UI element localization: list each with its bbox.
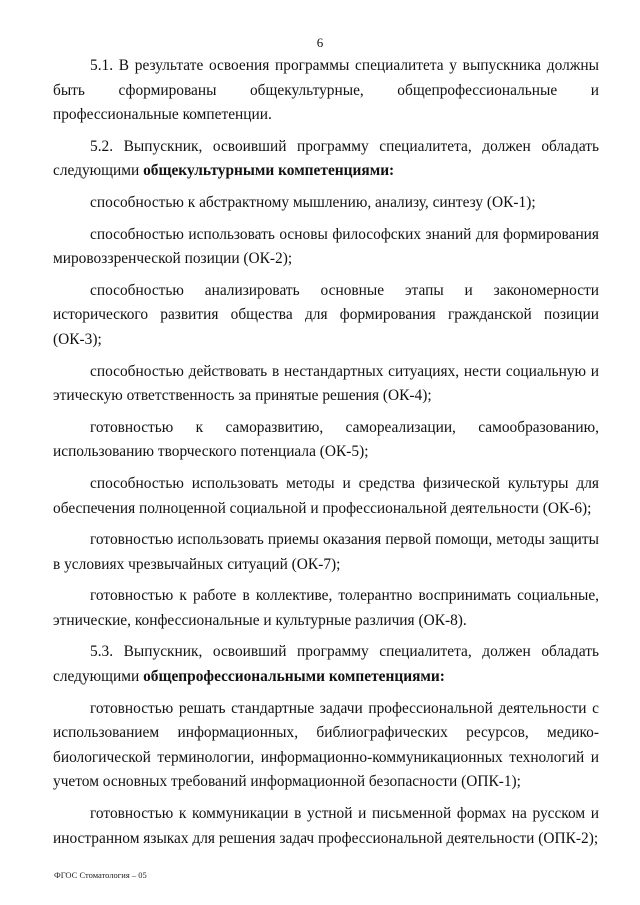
ok-item: способностью использовать основы философских знаний для формирования мировоззренческой позиции (ОК-2); (53, 225, 599, 268)
paragraph-5-1: 5.1. В результате освоения программы специалитета у выпускника должны быть сформированы общекультурные, общепрофессиональные и профессиональные компетенции. (53, 57, 599, 124)
paragraph-5-3-bold: общепрофессиональными компетенциями: (143, 668, 445, 686)
paragraph-5-2-bold: общекультурными компетенциями: (143, 162, 395, 180)
ok-item: готовностью к работе в коллективе, толерантно воспринимать социальные, этнические, конфессиональные и культурные различия (ОК-8). (53, 587, 599, 629)
ok-item: способностью к абстрактному мышлению, анализу, синтезу (ОК-1); (90, 193, 536, 211)
ok-item: готовностью к саморазвитию, самореализации, самообразованию, использованию творческого потенциала (ОК-5); (53, 418, 599, 461)
paragraph-5-2 (53, 135, 599, 184)
page-number: 6 (316, 35, 324, 50)
paragraph-5-2-text: 5.2. Выпускник, освоивший программу специалитета, должен обладать следующими (53, 137, 599, 180)
paragraph-5-3 (53, 640, 599, 689)
ok-item: способностью использовать методы и средства физической культуры для обеспечения полноценной социальной и профессиональной деятельности (ОК-6); (53, 474, 599, 517)
ok-item: способностью действовать в нестандартных ситуациях, нести социальную и этическую ответственность за принятые решения (ОК-4); (53, 362, 599, 405)
document-body (53, 54, 599, 851)
opk-item: готовностью к коммуникации в устной и письменной формах на русском и иностранном языках для решения задач профессиональной деятельности (ОПК-2); (53, 805, 599, 847)
document-footer: ФГОС Стоматология – 05 (54, 870, 147, 880)
ok-item: способностью анализировать основные этапы и закономерности исторического развития общества для формирования гражданской позиции (ОК-3); (53, 281, 599, 348)
ok-item: готовностью использовать приемы оказания первой помощи, методы защиты в условиях чрезвычайных ситуаций (ОК-7); (53, 531, 599, 573)
paragraph-5-3-text: 5.3. Выпускник, освоивший программу специалитета, должен обладать следующими (53, 643, 599, 686)
opk-item: готовностью решать стандартные задачи профессиональной деятельности с использованием информационных, библиографических ресурсов, медико-биологической терминологии, информационно-коммуникационных технологий и учетом основных требований информационной безопасности (ОПК-1); (53, 699, 599, 791)
